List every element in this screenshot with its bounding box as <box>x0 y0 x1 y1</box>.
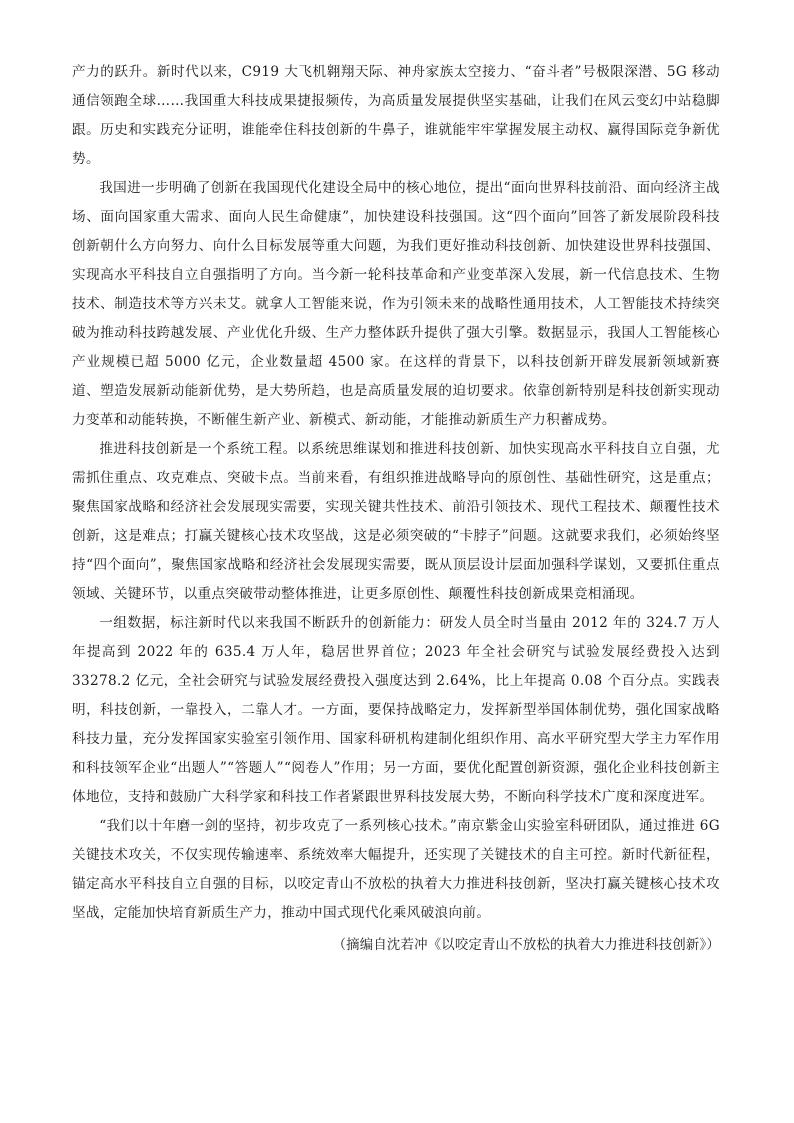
paragraph-1: 产力的跃升。新时代以来，C919 大飞机翱翔天际、神舟家族太空接力、“奋斗者”号极限深潜、5G 移动通信领跑全球……我国重大科技成果捷报频传，为高质量发展提供坚实基础，让我们在风云变幻中站稳脚跟。历史和实践充分证明，谁能牵住科技创新的牛鼻子，谁就能牢牢掌握发展主动权、赢得国际竞争新优势。 <box>72 64 720 167</box>
paragraph-4: 一组数据，标注新时代以来我国不断跃升的创新能力：研发人员全时当量由 2012 年的 324.7 万人年提高到 2022 年的 635.4 万人年，稳居世界首位；2023 年全社会研究与试验发展经费投入达到 33278.2 亿元，全社会研究与试验发展经费投入强度达到 2.64%，比上年提高 0.08 个百分点。实践表明，科技创新，一靠投入，二靠人才。一方面，要保持战略定力，发挥新型举国体制优势，强化国家战略科技力量，充分发挥国家实验室引领作用、国家科研机构建制化组织作用、高水平研究型大学主力军作用和科技领军企业“出题人”“答题人”“阅卷人”作用；另一方面，要优化配置创新资源，强化企业科技创新主体地位，支持和鼓励广大科学家和科技工作者紧跟世界科技发展大势，不断向科学技术广度和深度进军。 <box>72 615 720 805</box>
source-citation: （摘编自沈若冲《以咬定青山不放松的执着大力推进科技创新》） <box>332 938 720 953</box>
paragraph-3: 推进科技创新是一个系统工程。以系统思维谋划和推进科技创新、加快实现高水平科技自立自强，尤需抓住重点、攻克难点、突破卡点。当前来看，有组织推进战略导向的原创性、基础性研究，这是重点；聚焦国家战略和经济社会发展现实需要，实现关键共性技术、前沿引领技术、现代工程技术、颠覆性技术创新，这是难点；打赢关键核心技术攻坚战，这是必须突破的“卡脖子”问题。这就要求我们，必须始终坚持“四个面向”，聚焦国家战略和经济社会发展现实需要，既从顶层设计层面加强科学谋划，又要抓住重点领域、关键环节，以重点突破带动整体推进，让更多原创性、颠覆性科技创新成果竞相涌现。 <box>72 441 720 602</box>
paragraph-5: “我们以十年磨一剑的坚持，初步攻克了一系列核心技术。”南京紫金山实验室科研团队，通过推进 6G 关键技术攻关，不仅实现传输速率、系统效率大幅提升，还实现了关键技术的自主可控。新时代新征程，锚定高水平科技自立自强的目标，以咬定青山不放松的执着大力推进科技创新，坚决打赢关键核心技术攻坚战，定能加快培育新质生产力，推动中国式现代化乘风破浪向前。 <box>72 818 720 921</box>
paragraph-2: 我国进一步明确了创新在我国现代化建设全局中的核心地位，提出“面向世界科技前沿、面向经济主战场、面向国家重大需求、面向人民生命健康”，加快建设科技强国。这“四个面向”回答了新发展阶段科技创新朝什么方向努力、向什么目标发展等重大问题，为我们更好推动科技创新、加快建设世界科技强国、实现高水平科技自立自强指明了方向。当今新一轮科技革命和产业变革深入发展，新一代信息技术、生物技术、制造技术等方兴未艾。就拿人工智能来说，作为引领未来的战略性通用技术，人工智能技术持续突破为推动科技跨越发展、产业优化升级、生产力整体跃升提供了强大引擎。数据显示，我国人工智能核心产业规模已超 5000 亿元，企业数量超 4500 家。在这样的背景下，以科技创新开辟发展新领域新赛道、塑造发展新动能新优势，是大势所趋，也是高质量发展的迫切要求。依靠创新特别是科技创新实现动力变革和动能转换，不断催生新产业、新模式、新动能，才能推动新质生产力积蓄成势。 <box>72 180 721 428</box>
document-page <box>72 58 720 960</box>
